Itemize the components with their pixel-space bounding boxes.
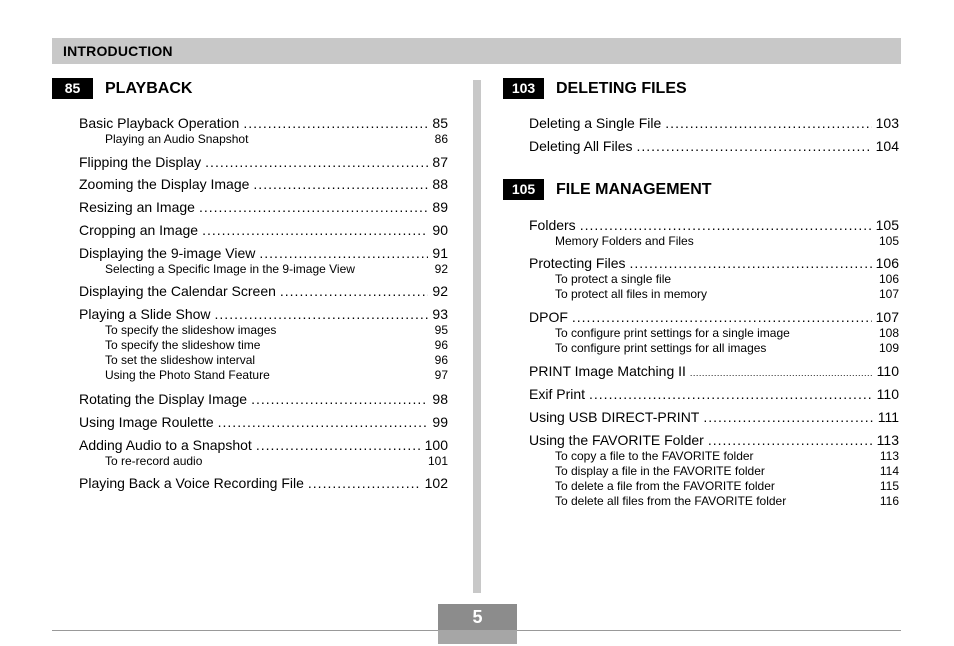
toc-entry-label: Playing Back a Voice Recording File	[79, 475, 304, 491]
dot-leader	[205, 153, 428, 171]
dot-leader	[243, 114, 428, 132]
toc-entry-label: Exif Print	[529, 386, 586, 402]
toc-subentry-label: To delete a file from the FAVORITE folder	[555, 479, 775, 493]
toc-entry-label: Resizing an Image	[79, 199, 195, 215]
toc-entry-page: 99	[432, 414, 448, 430]
page-tab-lower-band	[438, 630, 517, 644]
toc-entry-label: Using USB DIRECT-PRINT	[529, 409, 700, 425]
toc-entry-label: Adding Audio to a Snapshot	[79, 437, 252, 453]
toc-entry-page: 85	[432, 115, 448, 131]
toc-entry[interactable]	[503, 137, 899, 155]
section-heading-deleting-files	[503, 78, 899, 100]
toc-entry-label: PRINT Image Matching II	[529, 363, 686, 379]
toc-subentry-page: 107	[878, 287, 899, 301]
toc-subentry-page: 116	[879, 494, 899, 508]
toc-subentry-label: To configure print settings for all images	[555, 341, 767, 355]
toc-subentry[interactable]	[555, 234, 899, 249]
toc-subentry-page: 114	[879, 464, 899, 478]
toc-subentry-page: 92	[434, 262, 448, 276]
toc-entry-page: 104	[875, 138, 899, 154]
toc-subentry[interactable]	[105, 262, 448, 277]
toc-subentry-page: 101	[427, 454, 448, 468]
toc-entry-page: 111	[877, 409, 899, 425]
toc-subentry-page: 113	[879, 449, 899, 463]
toc-subentry-label: To protect all files in memory	[555, 287, 708, 301]
toc-entry-label: Using the FAVORITE Folder	[529, 432, 704, 448]
toc-entry[interactable]	[503, 216, 899, 249]
toc-entry[interactable]	[52, 282, 448, 300]
toc-subentry-label: Memory Folders and Files	[555, 234, 694, 248]
toc-subentry[interactable]	[105, 323, 448, 338]
dot-leader	[253, 175, 428, 193]
toc-entry[interactable]	[52, 114, 448, 147]
dot-leader	[629, 254, 871, 272]
dot-leader	[708, 431, 873, 449]
toc-subentry-label: To re-record audio	[105, 454, 203, 468]
toc-subentry[interactable]	[555, 326, 899, 341]
toc-entry[interactable]	[52, 436, 448, 469]
dot-leader	[199, 198, 428, 216]
toc-entry[interactable]	[52, 305, 448, 383]
toc-subentry[interactable]	[105, 338, 448, 353]
toc-entry-label: Using Image Roulette	[79, 414, 214, 430]
toc-entry[interactable]	[503, 431, 899, 509]
section-title[interactable]: DELETING FILES	[556, 80, 687, 97]
toc-entry[interactable]	[503, 254, 899, 302]
toc-subentry-label: To copy a file to the FAVORITE folder	[555, 449, 754, 463]
toc-entry-page: 113	[876, 432, 899, 448]
toc-entry-label: Zooming the Display Image	[79, 176, 250, 192]
dot-leader	[218, 413, 429, 431]
toc-entry-label: Rotating the Display Image	[79, 391, 248, 407]
page-number: 5	[472, 607, 483, 627]
toc-entry-label: Folders	[529, 217, 576, 233]
toc-entry[interactable]	[52, 175, 448, 193]
toc-entry[interactable]	[52, 153, 448, 171]
toc-entry[interactable]	[52, 244, 448, 277]
section-heading-playback	[52, 78, 448, 100]
toc-entry-page: 107	[875, 309, 899, 325]
toc-entry[interactable]	[503, 385, 899, 403]
header-bar	[52, 38, 901, 64]
toc-entry-label: Deleting a Single File	[529, 115, 662, 131]
toc-subentry[interactable]	[105, 454, 448, 469]
toc-subentry-page: 96	[434, 338, 448, 352]
toc-entry-page: 92	[432, 283, 448, 299]
toc-entry[interactable]	[52, 198, 448, 216]
toc-subentry[interactable]	[555, 341, 899, 356]
toc-entry-page: 110	[876, 386, 899, 402]
toc-entry-label: Basic Playback Operation	[79, 115, 240, 131]
dot-leader	[637, 137, 872, 155]
dot-leader	[251, 390, 428, 408]
toc-entry[interactable]	[503, 308, 899, 356]
toc-subentry-label: To specify the slideshow images	[105, 323, 277, 337]
toc-subentry[interactable]	[555, 449, 899, 464]
dot-leader	[215, 305, 429, 323]
toc-entry[interactable]	[503, 362, 899, 382]
toc-subentry-label: To specify the slideshow time	[105, 338, 261, 352]
toc-entry-page: 98	[432, 391, 448, 407]
page-number-tab	[438, 604, 517, 644]
toc-subentry-page: 95	[434, 323, 448, 337]
toc-entry-page: 103	[875, 115, 899, 131]
toc-subentry-page: 106	[878, 272, 899, 286]
toc-subentry-label: To set the slideshow interval	[105, 353, 256, 367]
toc-entry-page: 88	[432, 176, 448, 192]
toc-subentry-label: To delete all files from the FAVORITE folder	[555, 494, 787, 508]
dot-leader	[256, 436, 421, 454]
dot-leader	[665, 114, 871, 132]
dot-leader	[202, 221, 428, 239]
toc-subentry-label: To configure print settings for a single image	[555, 326, 790, 340]
toc-subentry[interactable]	[555, 464, 899, 479]
dot-leader	[280, 282, 429, 300]
toc-entry-label: Flipping the Display	[79, 154, 202, 170]
column-divider	[473, 80, 481, 593]
toc-subentry-page: 86	[434, 132, 448, 146]
toc-entry-label: Protecting Files	[529, 255, 626, 271]
toc-subentry[interactable]	[555, 494, 899, 509]
dot-leader	[259, 244, 428, 262]
toc-entry[interactable]	[52, 474, 448, 492]
toc-entry-page: 89	[432, 199, 448, 215]
toc-subentry[interactable]	[555, 272, 899, 287]
section-title[interactable]: FILE MANAGEMENT	[556, 181, 712, 198]
dot-leader	[703, 408, 873, 426]
toc-entry-page: 105	[875, 217, 899, 233]
toc-subentry[interactable]	[105, 353, 448, 368]
section-title[interactable]: PLAYBACK	[105, 80, 193, 97]
toc-subentry[interactable]	[555, 479, 899, 494]
dot-leader	[572, 308, 872, 326]
toc-subentry[interactable]	[555, 287, 899, 302]
toc-subentry[interactable]	[105, 132, 448, 147]
dot-leader	[589, 385, 873, 403]
toc-entry-label: Displaying the 9-image View	[79, 245, 256, 261]
toc-entry-page: 93	[432, 306, 448, 322]
toc-entry[interactable]	[52, 413, 448, 431]
toc-subentry-label: Using the Photo Stand Feature	[105, 368, 270, 382]
toc-subentry-page: 108	[878, 326, 899, 340]
toc-entry-page: 91	[432, 245, 448, 261]
toc-entry-page: 110	[876, 363, 899, 379]
section-page-badge[interactable]: 105	[503, 179, 544, 200]
toc-column-right	[503, 78, 899, 518]
toc-entry-page: 100	[424, 437, 448, 453]
dot-leader	[308, 474, 421, 492]
toc-entry[interactable]	[503, 114, 899, 132]
toc-entry-page: 102	[424, 475, 448, 491]
section-page-badge[interactable]: 103	[503, 78, 544, 99]
toc-entry[interactable]	[52, 390, 448, 408]
header-title: INTRODUCTION	[63, 43, 173, 59]
dot-leader	[580, 216, 872, 234]
toc-subentry-page: 96	[434, 353, 448, 367]
toc-entry-label: DPOF	[529, 309, 568, 325]
toc-entry-label: Displaying the Calendar Screen	[79, 283, 276, 299]
toc-entry[interactable]	[503, 408, 899, 426]
toc-entry[interactable]	[52, 221, 448, 239]
toc-subentry-page: 109	[878, 341, 899, 355]
dot-leader	[690, 364, 873, 382]
toc-subentry-page: 105	[878, 234, 899, 248]
toc-subentry[interactable]	[105, 368, 448, 383]
section-heading-file-management	[503, 179, 899, 201]
toc-subentry-label: To display a file in the FAVORITE folder	[555, 464, 765, 478]
section-page-badge[interactable]: 85	[52, 78, 93, 99]
toc-entry-label: Cropping an Image	[79, 222, 199, 238]
toc-subentry-page: 115	[879, 479, 899, 493]
toc-subentry-label: To protect a single file	[555, 272, 672, 286]
toc-entry-label: Deleting All Files	[529, 138, 633, 154]
toc-subentry-label: Playing an Audio Snapshot	[105, 132, 249, 146]
toc-entry-page: 87	[432, 154, 448, 170]
toc-entry-label: Playing a Slide Show	[79, 306, 211, 322]
toc-entry-page: 90	[432, 222, 448, 238]
toc-subentry-label: Selecting a Specific Image in the 9-image View	[105, 262, 355, 276]
toc-column-left	[52, 78, 448, 491]
toc-entry-page: 106	[875, 255, 899, 271]
toc-subentry-page: 97	[434, 368, 448, 382]
